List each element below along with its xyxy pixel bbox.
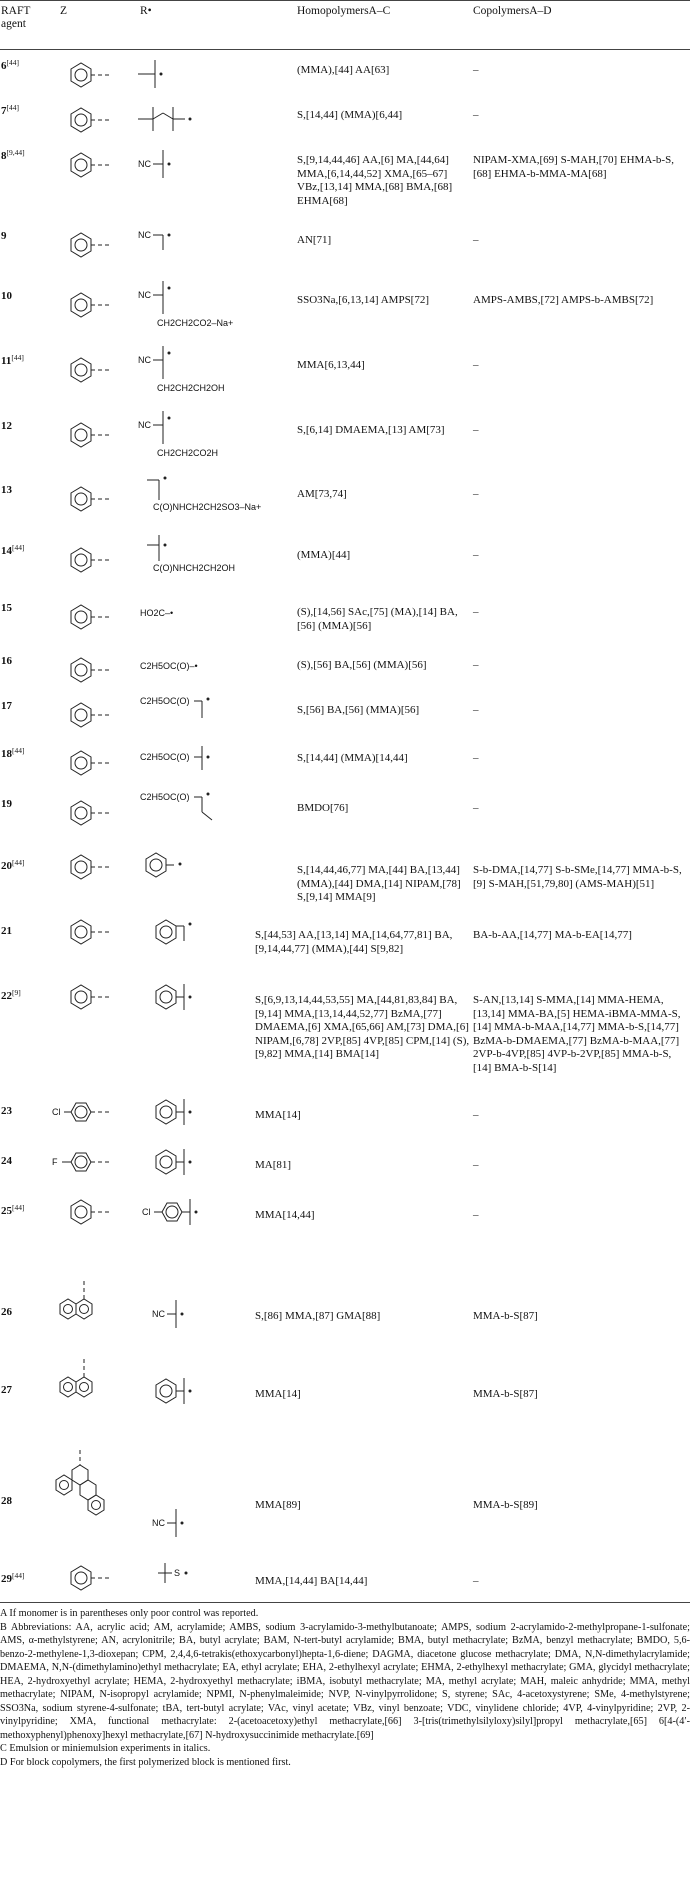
agent-number: 26 xyxy=(1,1306,12,1318)
copolymers-cell: – xyxy=(473,802,479,814)
table-row xyxy=(0,748,690,788)
homopolymers-cell: S,[44,53] AA,[13,14] MA,[14,64,77,81] BA,[9,14,44,77] (MMA),[44] S[9,82] xyxy=(255,929,453,955)
svg-text:HO2C–•: HO2C–• xyxy=(140,608,174,618)
svg-text:C2H5OC(O): C2H5OC(O) xyxy=(140,792,190,802)
svg-text:S: S xyxy=(174,1568,181,1578)
r-group-structure xyxy=(150,913,220,963)
r-group-structure xyxy=(138,742,258,782)
r-group-structure xyxy=(135,531,295,581)
table-row xyxy=(0,655,690,690)
svg-text:CH2CH2CO2H: CH2CH2CO2H xyxy=(157,448,219,458)
svg-text:NC: NC xyxy=(138,355,151,365)
copolymers-cell: NIPAM-XMA,[69] S-MAH,[70] EHMA-b-S,[68] EHMA-b-MMA-MA[68] xyxy=(473,154,674,180)
agent-number: 15 xyxy=(1,602,12,614)
homopolymers-cell: S,[86] MMA,[87] GMA[88] xyxy=(255,1310,381,1322)
homopolymers-cell: MMA[14,44] xyxy=(255,1209,315,1221)
phenyl-z-structure xyxy=(55,541,145,581)
copolymers-cell: – xyxy=(473,752,479,764)
r-group-structure xyxy=(150,1292,230,1332)
r-group-structure xyxy=(138,651,258,681)
phenyl-z-structure xyxy=(55,794,145,834)
r-group-structure xyxy=(135,216,215,256)
svg-text:C(O)NHCH2CH2OH: C(O)NHCH2CH2OH xyxy=(153,563,236,573)
naphthyl-z-structure xyxy=(50,1354,140,1414)
r-group-structure xyxy=(150,1372,220,1422)
header-raft-agent: RAFT agent xyxy=(1,5,31,30)
phenyl-z-structure xyxy=(55,416,145,456)
copolymers-cell: – xyxy=(473,1209,479,1221)
homopolymers-cell: MMA[6,13,44] xyxy=(297,359,365,371)
header-copolymers: CopolymersA–D xyxy=(473,5,552,17)
svg-text:C(O)NHCH2CH2SO3–Na+: C(O)NHCH2CH2SO3–Na+ xyxy=(153,502,262,512)
svg-text:C2H5OC(O): C2H5OC(O) xyxy=(140,752,190,762)
copolymers-cell: – xyxy=(473,704,479,716)
homopolymers-cell: S,[6,9,13,14,44,53,55] MA,[44,81,83,84] BA,[9,14] MMA,[13,14,44,52,77] BzMA,[77] DMAEMA,[6] XMA,[65,66] AM,[73] DMA,[6] NIPAM,[6,78] 2VP,[85] 4VP,[85] CPM,[14] (S),[9,82] MMA,[14] BMA[14] xyxy=(255,994,470,1061)
phenyl-z-structure xyxy=(55,101,145,141)
r-group-structure xyxy=(138,688,258,728)
agent-number: 6[44] xyxy=(1,58,19,72)
homopolymers-cell: S,[9,14,44,46] AA,[6] MA,[44,64] MMA,[6,14,44,52] XMA,[65–67] VBz,[13,14] MMA,[68] BMA,[68] EHMA[68] xyxy=(297,154,453,207)
phenyl-z-structure xyxy=(55,1559,145,1599)
r-group-structure xyxy=(135,142,215,182)
agent-number: 11[44] xyxy=(1,353,24,367)
table-header xyxy=(0,0,690,50)
copolymers-cell: S-b-DMA,[14,77] S-b-SMe,[14,77] MMA-b-S,[9] S-MAH,[51,79,80] (AMS-MAH)[51] xyxy=(473,864,682,890)
copolymers-cell: – xyxy=(473,359,479,371)
homopolymers-cell: MMA[14] xyxy=(255,1109,301,1121)
table-row xyxy=(0,105,690,145)
homopolymers-cell: S,[14,44] (MMA)[14,44] xyxy=(297,752,408,764)
table-row xyxy=(0,230,690,270)
r-group-structure xyxy=(140,846,210,886)
table-row xyxy=(0,1384,690,1444)
agent-number: 21 xyxy=(1,925,12,937)
agent-number: 10 xyxy=(1,290,12,302)
svg-text:NC: NC xyxy=(152,1309,165,1319)
copolymers-cell: – xyxy=(473,488,479,500)
agent-number: 9 xyxy=(1,230,7,242)
homopolymers-cell: AN[71] xyxy=(297,234,332,246)
table-row xyxy=(0,60,690,100)
copolymers-cell: – xyxy=(473,1159,479,1171)
svg-text:Cl: Cl xyxy=(52,1107,61,1117)
phenyl-z-structure xyxy=(55,286,145,326)
phenyl-z-structure xyxy=(55,744,145,784)
copolymers-cell: MMA-b-S[87] xyxy=(473,1310,538,1322)
homopolymers-cell: MMA[89] xyxy=(255,1499,301,1511)
phenanthryl-z-structure xyxy=(50,1445,140,1535)
table-footnotes xyxy=(0,1602,690,1769)
agent-number: 18[44] xyxy=(1,746,25,760)
table-row xyxy=(0,1205,690,1255)
header-z: Z xyxy=(60,5,68,17)
homopolymers-cell: AM[73,74] xyxy=(297,488,347,500)
phenyl-z-structure xyxy=(55,351,145,391)
agent-number: 27 xyxy=(1,1384,12,1396)
copolymers-cell: – xyxy=(473,549,479,561)
r-group-structure xyxy=(135,97,215,137)
copolymers-cell: – xyxy=(473,64,479,76)
svg-text:NC: NC xyxy=(152,1518,165,1528)
phenyl-z-structure xyxy=(55,598,145,638)
homopolymers-cell: S,[14,44,46,77] MA,[44] BA,[13,44] (MMA),[44] DMA,[14] NIPAM,[78] S,[9,14] MMA[9] xyxy=(297,864,461,904)
svg-text:NC: NC xyxy=(138,420,151,430)
agent-number: 17 xyxy=(1,700,12,712)
fluorophenyl-z-structure xyxy=(50,1143,145,1183)
agent-number: 12 xyxy=(1,420,12,432)
footnote-c: C Emulsion or miniemulsion experiments in italics. xyxy=(0,1743,211,1754)
naphthyl-z-structure xyxy=(50,1276,140,1336)
agent-number: 8[9,44] xyxy=(1,148,25,162)
table-row xyxy=(0,355,690,405)
table-row xyxy=(0,1495,690,1565)
svg-text:F: F xyxy=(52,1157,58,1167)
r-group-structure xyxy=(135,470,295,520)
agent-number: 13 xyxy=(1,484,12,496)
table-row xyxy=(0,696,690,740)
agent-number: 19 xyxy=(1,798,12,810)
phenyl-z-structure xyxy=(55,146,145,186)
phenyl-z-structure xyxy=(55,978,145,1018)
copolymers-cell: – xyxy=(473,1575,479,1587)
agent-number: 24 xyxy=(1,1155,12,1167)
svg-text:NC: NC xyxy=(138,230,151,240)
chlorophenyl-r-group-structure xyxy=(140,1193,230,1243)
r-group-structure xyxy=(135,52,205,92)
phenyl-z-structure xyxy=(55,226,145,266)
homopolymers-cell: S,[6,14] DMAEMA,[13] AM[73] xyxy=(297,424,445,436)
svg-text:NC: NC xyxy=(138,159,151,169)
svg-text:C2H5OC(O): C2H5OC(O) xyxy=(140,696,190,706)
r-group-structure xyxy=(150,1093,220,1143)
r-group-structure xyxy=(135,406,295,466)
table-row xyxy=(0,1568,690,1598)
phenyl-z-structure xyxy=(55,848,145,888)
agent-number: 16 xyxy=(1,655,12,667)
agent-number: 22[9] xyxy=(1,988,21,1002)
header-r: R• xyxy=(140,5,152,17)
copolymers-cell: S-AN,[13,14] S-MMA,[14] MMA-HEMA,[13,14] MMA-BA,[5] HEMA-iBMA-MMA-S,[14] MMA-b-MAA,[14,77] MMA-b-S,[14,77] BzMA-b-DMAEMA,[77] BzMA-b-MAA,[77] 2VP-b-4VP,[85] 4VP-b-2VP,[85] MMA-b-S,[14] BMA-b-S[14] xyxy=(473,994,681,1074)
r-group-structure xyxy=(138,784,258,829)
r-group-structure xyxy=(150,978,220,1028)
copolymers-cell: – xyxy=(473,659,479,671)
footnote-d: D For block copolymers, the first polymerized block is mentioned first. xyxy=(0,1756,291,1768)
chlorophenyl-z-structure xyxy=(50,1093,145,1133)
r-group-structure xyxy=(135,276,295,336)
copolymers-cell: BA-b-AA,[14,77] MA-b-EA[14,77] xyxy=(473,929,632,941)
copolymers-cell: MMA-b-S[89] xyxy=(473,1499,538,1511)
r-group-structure xyxy=(135,341,295,401)
homopolymers-cell: (S),[14,56] SAc,[75] (MA),[14] BA,[56] (MMA)[56] xyxy=(297,606,458,632)
svg-text:CH2CH2CO2–Na+: CH2CH2CO2–Na+ xyxy=(157,318,234,328)
homopolymers-cell: S,[56] BA,[56] (MMA)[56] xyxy=(297,704,420,716)
homopolymers-cell: S,[14,44] (MMA)[6,44] xyxy=(297,109,403,121)
copolymers-cell: – xyxy=(473,1109,479,1121)
table-row xyxy=(0,290,690,340)
homopolymers-cell: MA[81] xyxy=(255,1159,292,1171)
r-group-structure xyxy=(150,1501,230,1541)
homopolymers-cell: SSO3Na,[6,13,14] AMPS[72] xyxy=(297,294,430,306)
table-row xyxy=(0,420,690,470)
table-row xyxy=(0,602,690,637)
table-row xyxy=(0,545,690,590)
svg-text:CH2CH2CH2OH: CH2CH2CH2OH xyxy=(157,383,225,393)
agent-number: 20[44] xyxy=(1,858,25,872)
homopolymers-cell: (MMA),[44] AA[63] xyxy=(297,64,390,76)
footnote-a: A If monomer is in parentheses only poor control was reported. xyxy=(0,1608,259,1619)
svg-text:NC: NC xyxy=(138,290,151,300)
table-row xyxy=(0,484,690,529)
homopolymers-cell: (MMA)[44] xyxy=(297,549,351,561)
copolymers-cell: – xyxy=(473,424,479,436)
homopolymers-cell: MMA[14] xyxy=(255,1388,301,1400)
table-row xyxy=(0,990,690,1110)
agent-number: 29[44] xyxy=(1,1571,25,1585)
table-row xyxy=(0,150,690,222)
r-group-structure xyxy=(138,598,238,628)
homopolymers-cell: MMA,[14,44] BA[14,44] xyxy=(255,1575,368,1587)
copolymers-cell: – xyxy=(473,109,479,121)
phenyl-z-structure xyxy=(55,651,145,691)
copolymers-cell: AMPS-AMBS,[72] AMPS-b-AMBS[72] xyxy=(473,294,654,306)
phenyl-z-structure xyxy=(55,913,145,953)
homopolymers-cell: (S),[56] BA,[56] (MMA)[56] xyxy=(297,659,427,671)
agent-number: 7[44] xyxy=(1,103,19,117)
agent-number: 25[44] xyxy=(1,1203,25,1217)
agent-number: 14[44] xyxy=(1,543,25,557)
svg-text:Cl: Cl xyxy=(142,1207,151,1217)
phenyl-z-structure xyxy=(55,696,145,736)
header-homopolymers: HomopolymersA–C xyxy=(297,5,391,17)
copolymers-cell: – xyxy=(473,234,479,246)
r-group-structure xyxy=(150,1143,220,1193)
homopolymers-cell: BMDO[76] xyxy=(297,802,349,814)
phenyl-z-structure xyxy=(55,1193,145,1233)
agent-number: 28 xyxy=(1,1495,12,1507)
copolymers-cell: MMA-b-S[87] xyxy=(473,1388,538,1400)
phenyl-z-structure xyxy=(55,480,145,520)
table-row xyxy=(0,925,690,980)
copolymers-cell: – xyxy=(473,606,479,618)
footnote-b: B Abbreviations: AA, acrylic acid; AM, acrylamide; AMBS, sodium 3-acrylamido-3-methylbutanoate; AMPS, sodium 2-acrylamido-2-methylpropane-1-sulfonate; AMS, α-methylstyrene; AN, acrylonitrile; BA, butyl acrylate; BAM, N-tert-butyl acrylamide; BMA, butyl methacrylate; BzMA, benzyl methacrylate; BMDO, 5,6-benzo-2-methylene-1,3-dioxepan; CPM, 2,4,4,6-tetrakis(ethoxycarbonyl)hepta-1,6-diene; DAGMA, diacetone glucose methacrylate; DMA, N,N-dimethylacrylamide; DMAEMA, N,N-(dimethylamino)ethyl methacrylate; EA, ethyl acrylate; EHA, 2-ethylhexyl acrylate; EHMA, 2-ethylhexyl methacrylate; GMA, glycidyl methacrylate; HEA, 2-hydroxyethyl acrylate; HEMA, 2-hydroxyethyl methacrylate; iBMA, isobutyl methacrylate; MA, methyl acrylate; MAH, maleic anhydride; MMA, methyl methacrylate; NIPAM, N-isopropyl acrylamide; NPMI, N-phenylmaleimide; NVP, N-vinylpyrrolidone; S, styrene; SAc, 4-acetoxystyrene; SMe, 4-methylstyrene; SSO3Na, sodium styrene-4-sulfonate; tBA, tert-butyl acrylate; VAc, vinyl acetate; VBz, vinyl benzoate; VDC, vinylidene chloride; 4VP, 4-vinylpyridine; 2VP, 2-vinylpyridine; XMA, functional methacrylate: 2-(acetoacetoxy)ethyl methacrylate,[66] 3-[tris(trimethylsilyloxy)silyl]propyl methacrylate,[65] 6[4-(4′-methoxyphenyl)phenoxy]hexyl methacrylate,[67] N-hydroxysuccinimide methacrylate.[69] xyxy=(0,1621,690,1741)
table-row xyxy=(0,792,690,843)
r-group-structure xyxy=(150,1555,230,1595)
phenyl-z-structure xyxy=(55,56,145,96)
svg-text:C2H5OC(O)–•: C2H5OC(O)–• xyxy=(140,661,198,671)
agent-number: 23 xyxy=(1,1105,12,1117)
